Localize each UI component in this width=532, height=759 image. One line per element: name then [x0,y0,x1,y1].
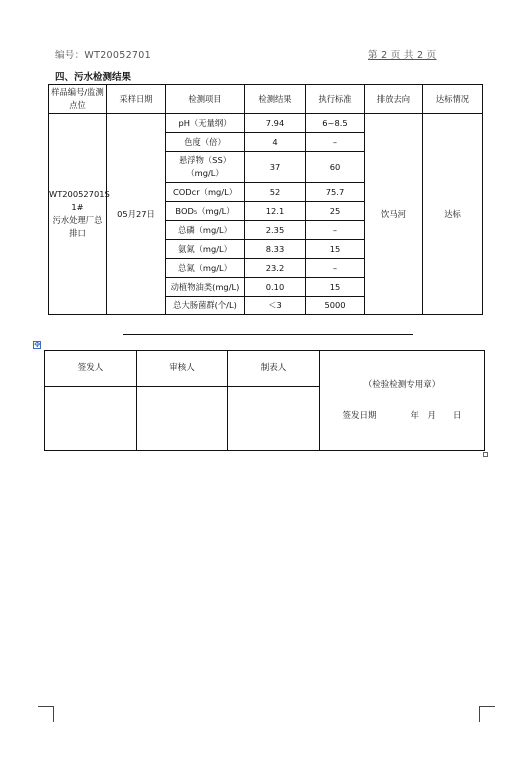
item-cell: pH（无量纲） [166,114,245,133]
table-move-handle-icon[interactable]: ✥ [34,340,41,349]
item-cell: CODcr（mg/L） [166,183,245,202]
preparer-signature-box[interactable] [228,387,320,451]
standard-cell: – [306,221,365,240]
result-cell: 12.1 [245,202,306,221]
header-status: 达标情况 [423,85,483,114]
header-date: 采样日期 [107,85,166,114]
item-cell: 色度（倍） [166,133,245,152]
sample-id: WT20052701S 1# [49,189,110,212]
preparer-label: 制表人 [228,351,320,387]
crop-mark-left-h [38,706,54,707]
table-row [49,114,483,133]
issuer-signature-box[interactable] [45,387,137,451]
item-cell: 氨氮（mg/L） [166,240,245,259]
result-cell: 0.10 [245,278,306,297]
separator-line [123,334,413,335]
header-sample-id: 样品编号/监测点位 [49,85,107,114]
sample-location: 污水处理厂总排口 [52,215,103,238]
issue-date: 签发日期 年 月 日 [342,410,462,421]
result-cell: 2.35 [245,221,306,240]
item-cell: 总大肠菌群(个/L) [166,297,245,315]
result-cell: 8.33 [245,240,306,259]
result-cell: ＜3 [245,297,306,315]
standard-cell: 5000 [306,297,365,315]
page-indicator: 第 2 页 共 2 页 [368,50,437,61]
crop-mark-right-h [479,706,495,707]
standard-cell: 15 [306,240,365,259]
result-cell: 52 [245,183,306,202]
standard-cell: – [306,133,365,152]
seal-cell [320,351,485,451]
result-cell: 7.94 [245,114,306,133]
reviewer-signature-box[interactable] [137,387,228,451]
header-item: 检测项目 [166,85,245,114]
seal-text: （检验检测专用章） [363,379,441,390]
results-table [48,84,483,315]
result-cell: 23.2 [245,259,306,278]
document-number: 编号：WT20052701 [55,50,151,61]
item-cell: 总磷（mg/L） [166,221,245,240]
date-cell: 05月27日 [107,114,166,315]
standard-cell: 25 [306,202,365,221]
issuer-label: 签发人 [45,351,137,387]
item-cell: 动植物油类(mg/L) [166,278,245,297]
result-cell: 4 [245,133,306,152]
standard-cell: 75.7 [306,183,365,202]
signature-table [44,350,485,451]
reviewer-label: 审核人 [137,351,228,387]
crop-mark-left-v [53,706,54,722]
table-resize-handle[interactable] [483,452,488,457]
sample-cell [49,114,110,315]
item-cell: BOD₅（mg/L） [166,202,245,221]
section-title: 四、污水检测结果 [55,72,132,83]
standard-cell: – [306,259,365,278]
item-cell: 悬浮物（SS）（mg/L） [166,152,245,183]
crop-mark-right-v [479,706,480,722]
status-cell: 达标 [423,114,483,315]
item-cell: 总氮（mg/L） [166,259,245,278]
destination-cell: 饮马河 [365,114,423,315]
table-header-row [49,85,483,114]
header-result: 检测结果 [245,85,306,114]
header-destination: 排放去向 [365,85,423,114]
standard-cell: 6~8.5 [306,114,365,133]
header-standard: 执行标准 [306,85,365,114]
standard-cell: 15 [306,278,365,297]
result-cell: 37 [245,152,306,183]
standard-cell: 60 [306,152,365,183]
